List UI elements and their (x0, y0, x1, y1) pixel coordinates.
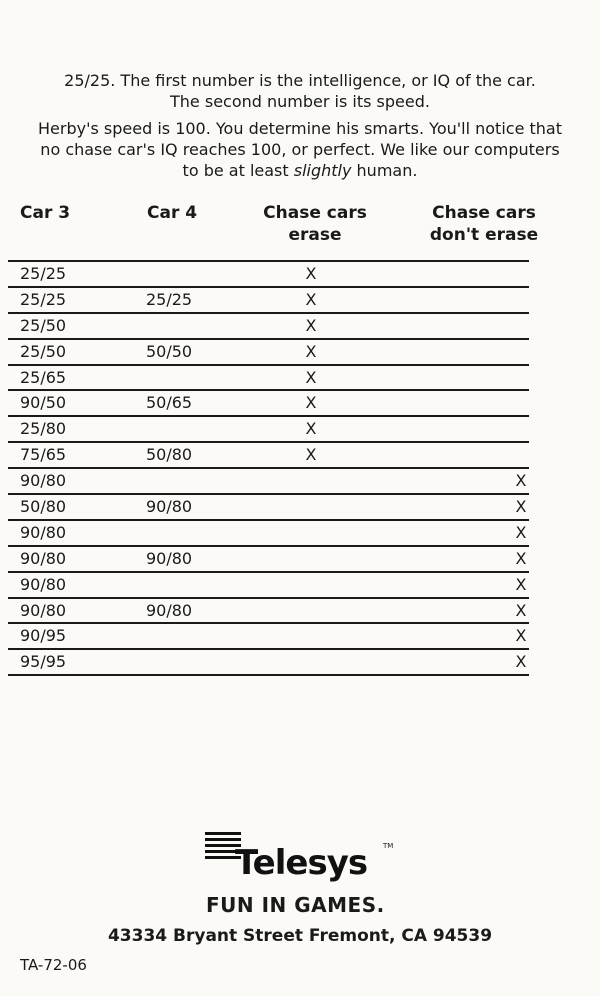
car4-cell: 50/80 (146, 445, 193, 465)
header-car4: Car 4 (147, 203, 198, 223)
table-row (8, 366, 529, 392)
intro-p2-emphasis: slightly (293, 161, 352, 180)
table-row (8, 288, 529, 314)
erase-mark: X (305, 289, 317, 309)
car4-cell: 50/65 (146, 393, 193, 413)
intro-paragraph-2 (30, 118, 570, 181)
intro-line-1-text: 25/25. The first number is the intelligence, or IQ of the car. (64, 71, 536, 90)
no-erase-mark: X (515, 626, 527, 646)
car3-cell: 90/50 (20, 393, 67, 413)
car3-cell: 50/80 (20, 497, 67, 517)
erase-mark: X (305, 393, 317, 413)
car3-cell: 25/65 (20, 367, 67, 387)
table-row (8, 521, 529, 547)
car3-cell: 90/95 (20, 626, 67, 646)
document-code: TA-72-06 (20, 956, 87, 974)
no-erase-mark: X (515, 574, 527, 594)
table-row (8, 495, 529, 521)
slogan: FUN IN GAMES. (206, 893, 385, 917)
table-row (8, 624, 529, 650)
table-row (8, 599, 529, 625)
car3-cell: 25/50 (20, 315, 67, 335)
table-row (8, 443, 529, 469)
car3-cell: 90/80 (20, 522, 67, 542)
table-row (8, 391, 529, 417)
intro-p2-end: human. (351, 161, 418, 180)
car3-cell: 90/80 (20, 471, 67, 491)
car3-cell: 25/25 (20, 264, 67, 283)
erase-mark: X (305, 367, 317, 387)
car3-cell: 95/95 (20, 652, 67, 672)
car3-cell: 90/80 (20, 574, 67, 594)
no-erase-mark: X (515, 548, 527, 568)
no-erase-mark: X (515, 522, 527, 542)
car3-cell: 90/80 (20, 600, 67, 620)
car4-cell: 90/80 (146, 600, 193, 620)
car3-cell: 25/50 (20, 341, 67, 361)
car4-cell: 50/50 (146, 341, 193, 361)
intro-line-1 (30, 70, 570, 112)
no-erase-mark: X (515, 471, 527, 491)
no-erase-mark: X (515, 652, 527, 672)
car4-cell: 90/80 (146, 548, 193, 568)
erase-mark: X (305, 445, 317, 465)
header-chase-no-erase: Chase cars don't erase (429, 203, 539, 245)
settings-table (8, 260, 529, 676)
trademark-mark: TM (383, 842, 394, 850)
table-row (8, 650, 529, 676)
table-row (8, 340, 529, 366)
intro-text (30, 70, 570, 187)
table-row (8, 573, 529, 599)
car3-cell: 25/25 (20, 289, 67, 309)
table-row (8, 417, 529, 443)
logo-wordmark: Telesys (235, 843, 368, 883)
erase-mark: X (305, 419, 317, 439)
header-chase-erase: Chase cars erase (263, 203, 367, 245)
car3-cell: 75/65 (20, 445, 67, 465)
no-erase-mark: X (515, 497, 527, 517)
table-row (8, 262, 529, 288)
table-row (8, 314, 529, 340)
header-car3: Car 3 (20, 203, 71, 223)
car4-cell: 25/25 (146, 289, 193, 309)
table-row (8, 547, 529, 573)
erase-mark: X (305, 341, 317, 361)
car3-cell: 90/80 (20, 548, 67, 568)
car3-cell: 25/80 (20, 419, 67, 439)
company-address: 43334 Bryant Street Fremont, CA 94539 (107, 926, 493, 946)
erase-mark: X (305, 264, 317, 283)
erase-mark: X (305, 315, 317, 335)
table-row (8, 469, 529, 495)
no-erase-mark: X (515, 600, 527, 620)
car4-cell: 90/80 (146, 497, 193, 517)
intro-p2-text: Herby's speed is 100. You determine his smarts. You'll notice that no chase car's IQ reaches 100, or perfect. We like our computers to be at least (38, 119, 562, 180)
intro-line-2-text: The second number is its speed. (170, 92, 430, 111)
